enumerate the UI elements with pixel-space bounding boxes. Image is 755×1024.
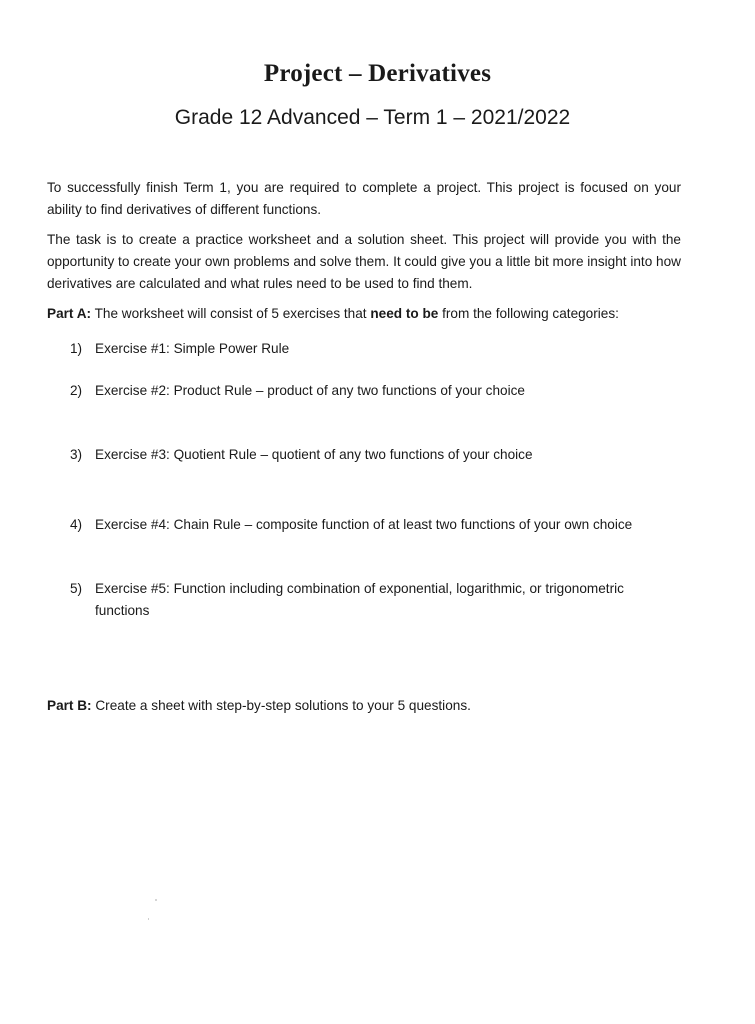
exercise-item <box>70 444 682 466</box>
exercise-item <box>70 338 682 360</box>
part-a-text-before: The worksheet will consist of 5 exercises that <box>91 306 371 321</box>
part-a-text-after: from the following categories: <box>438 306 619 321</box>
exercise-item <box>70 380 682 402</box>
part-b-paragraph <box>47 695 681 717</box>
document-subtitle: Grade 12 Advanced – Term 1 – 2021/2022 <box>174 106 571 129</box>
part-a-label: Part A: <box>47 306 92 321</box>
exercise-number: 2) <box>70 383 83 398</box>
part-a-paragraph <box>47 303 681 325</box>
document-title: Project – Derivatives <box>263 60 492 87</box>
exercise-number: 3) <box>70 447 83 462</box>
exercise-text: Exercise #4: Chain Rule – composite function of at least two functions of your own choice <box>95 517 633 532</box>
exercise-text: Exercise #5: Function including combination of exponential, logarithmic, or trigonometric functions <box>95 581 624 618</box>
exercise-number: 5) <box>70 581 83 596</box>
intro-paragraph: To successfully finish Term 1, you are required to complete a project. This project is focused on your ability to find derivatives of different functions. <box>47 180 681 217</box>
scan-speck <box>148 918 149 920</box>
exercise-item <box>70 514 682 536</box>
part-a-emphasis: need to be <box>370 306 439 321</box>
exercise-item <box>70 578 682 622</box>
exercise-text: Exercise #2: Product Rule – product of any two functions of your choice <box>95 383 525 398</box>
exercise-number: 1) <box>70 341 83 356</box>
exercise-text: Exercise #3: Quotient Rule – quotient of any two functions of your choice <box>95 447 533 462</box>
part-b-label: Part B: <box>47 698 92 713</box>
exercise-number: 4) <box>70 517 83 532</box>
scan-speck <box>155 899 157 901</box>
part-b-text: Create a sheet with step-by-step solutions to your 5 questions. <box>91 698 471 713</box>
task-paragraph: The task is to create a practice worksheet and a solution sheet. This project will provide you with the opportunity to create your own problems and solve them. It could give you a little bit more insight into how derivatives are calculated and what rules need to be used to find them. <box>47 232 681 291</box>
exercise-text: Exercise #1: Simple Power Rule <box>95 341 290 356</box>
